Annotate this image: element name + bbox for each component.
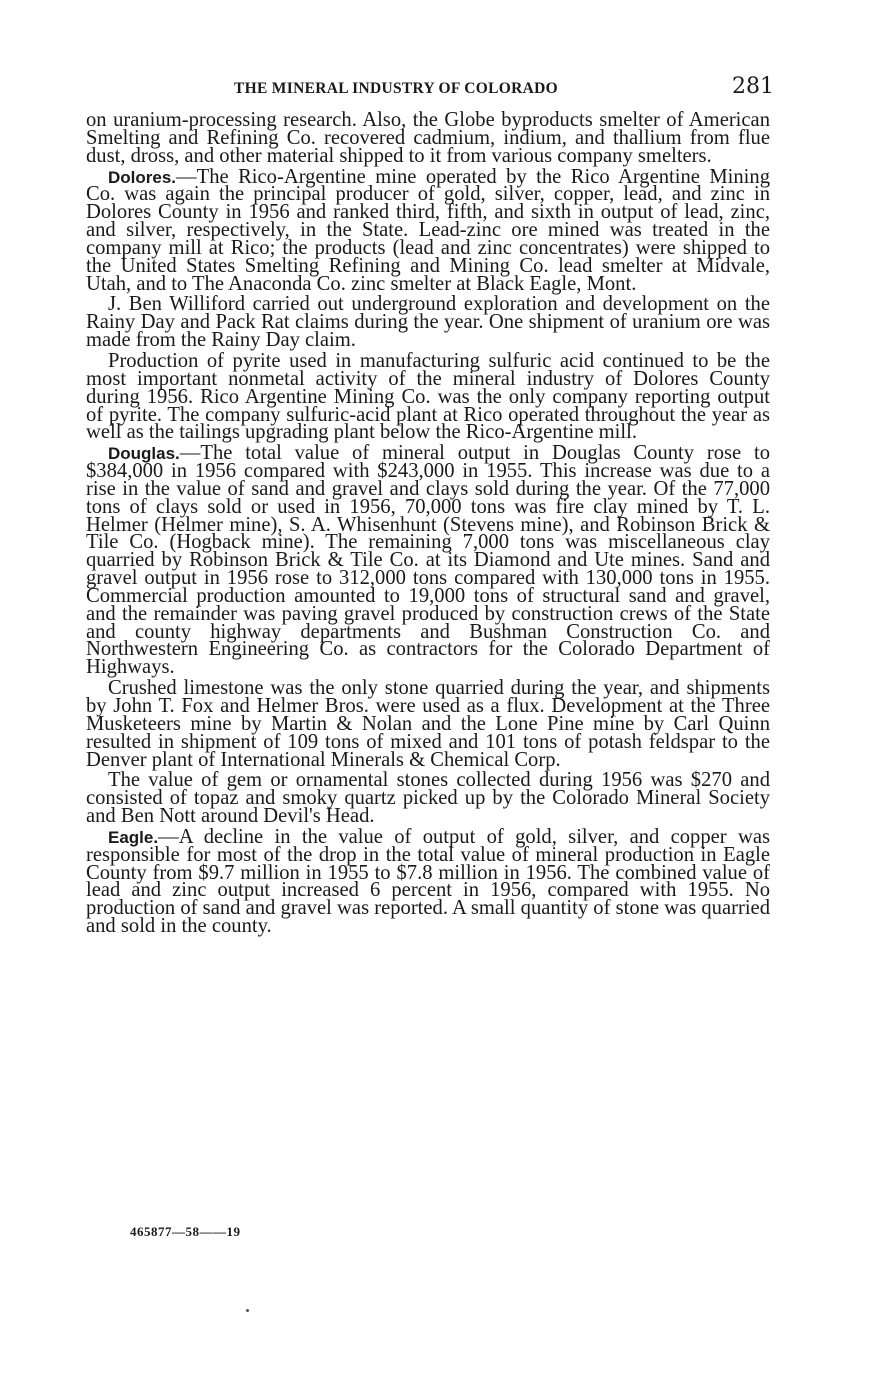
running-head: [84, 72, 774, 108]
county-heading-douglas: Douglas.: [108, 444, 180, 464]
paragraph-text: The value of gem or ornamental stones collected during 1956 was $270 and consisted of topaz and smoky quartz picked up by the Colorado Mineral Society and Ben Nott around Devil's Head.: [86, 769, 770, 828]
paragraph-text: Crushed limestone was the only stone quarried during the year, and shipments by John T. Fox and Helmer Bros. were used as a flux. Development at the Three Musketeers mine by Martin & Nolan and the Lone Pine mine by Carl Quinn resulted in shipment of 109 tons of mixed and 101 tons of potash feldspar to the Denver plant of International Minerals & Chemical Corp.: [86, 677, 770, 771]
paragraph-eagle: [86, 825, 770, 938]
paragraph-dolores: [86, 165, 770, 295]
paragraph-text: —The Rico-Argentine mine operated by the Rico Argentine Mining Co. was again the principal producer of gold, silver, copper, lead, and zinc in Dolores County in 1956 and ranked third, fifth, and sixth in output of lead, zinc, and silver, respectively, in the State. Lead-zinc ore mined was treated in the company mill at Rico; the products (lead and zinc concentrates) were shipped to the United States Smelting Refining and Mining Co. lead smelter at Midvale, Utah, and to The Anaconda Co. zinc smelter at Black Eagle, Mont.: [86, 165, 770, 295]
paragraph-globe-smelter: [86, 109, 770, 167]
ink-speck: [246, 1309, 249, 1312]
paragraph-text: J. Ben Williford carried out underground exploration and development on the Rainy Day and Pack Rat claims during the year. One shipment of uranium ore was made from the Rainy Day claim.: [86, 293, 770, 352]
county-heading-eagle: Eagle.: [108, 827, 159, 847]
paragraph-text: on uranium-processing research. Also, the Globe byproducts smelter of American Smelting and Refining Co. recovered cadmium, indium, and thallium from flue dust, dross, and other material shipped to it from various company smelters.: [86, 109, 770, 167]
print-code: 465877—58——19: [130, 1224, 241, 1239]
paragraph-text: Production of pyrite used in manufacturing sulfuric acid continued to be the most important nonmetal activity of the mineral industry of Dolores County during 1956. Rico Argentine Mining Co. was the only company reporting output of pyrite. The company sulfuric-acid plant at Rico operated throughout the year as well as the tailings upgrading plant below the Rico-Argentine mill.: [86, 349, 770, 444]
running-title: THE MINERAL INDUSTRY OF COLORADO: [234, 80, 558, 97]
paragraph-text: —A decline in the value of output of gold, silver, and copper was responsible for most of the drop in the total value of mineral production in Eagle County from $9.7 million in 1955 to $7.8 million in 1956. The combined value of lead and zinc output increased 6 percent in 1956, compared with 1955. No production of sand and gravel was reported. A small quantity of stone was quarried and sold in the county.: [86, 825, 770, 938]
page-number: 281: [732, 74, 774, 99]
paragraph-text: —The total value of mineral output in Douglas County rose to $384,000 in 1956 compared with $243,000 in 1955. This increase was due to a rise in the value of sand and gravel and clays sold during the year. Of the 77,000 tons of clays sold or used in 1956, 70,000 tons was fire clay mined by T. L. Helmer (Helmer mine), S. A. Whisenhunt (Stevens mine), and Robinson Brick & Tile Co. (Hogback mine). The remaining 7,000 tons was miscellaneous clay quarried by Robinson Brick & Tile Co. at its Diamond and Ute mines. Sand and gravel output in 1956 rose to 312,000 tons compared with 130,000 tons in 1955. Commercial production amounted to 19,000 tons of structural sand and gravel, and the remainder was paving gravel produced by construction crews of the State and county highway departments and Bushman Construction Co. and Northwestern Engineering Co. as contractors for the Colorado Department of Highways.: [86, 442, 770, 679]
paragraph-gem-stones: [86, 769, 770, 828]
paragraph-douglas: [86, 442, 770, 679]
paragraph-williford: [86, 293, 770, 352]
paragraph-limestone: [86, 677, 770, 771]
paragraph-pyrite: [86, 349, 770, 444]
county-heading-dolores: Dolores.: [108, 167, 177, 187]
body-text: [86, 109, 770, 938]
